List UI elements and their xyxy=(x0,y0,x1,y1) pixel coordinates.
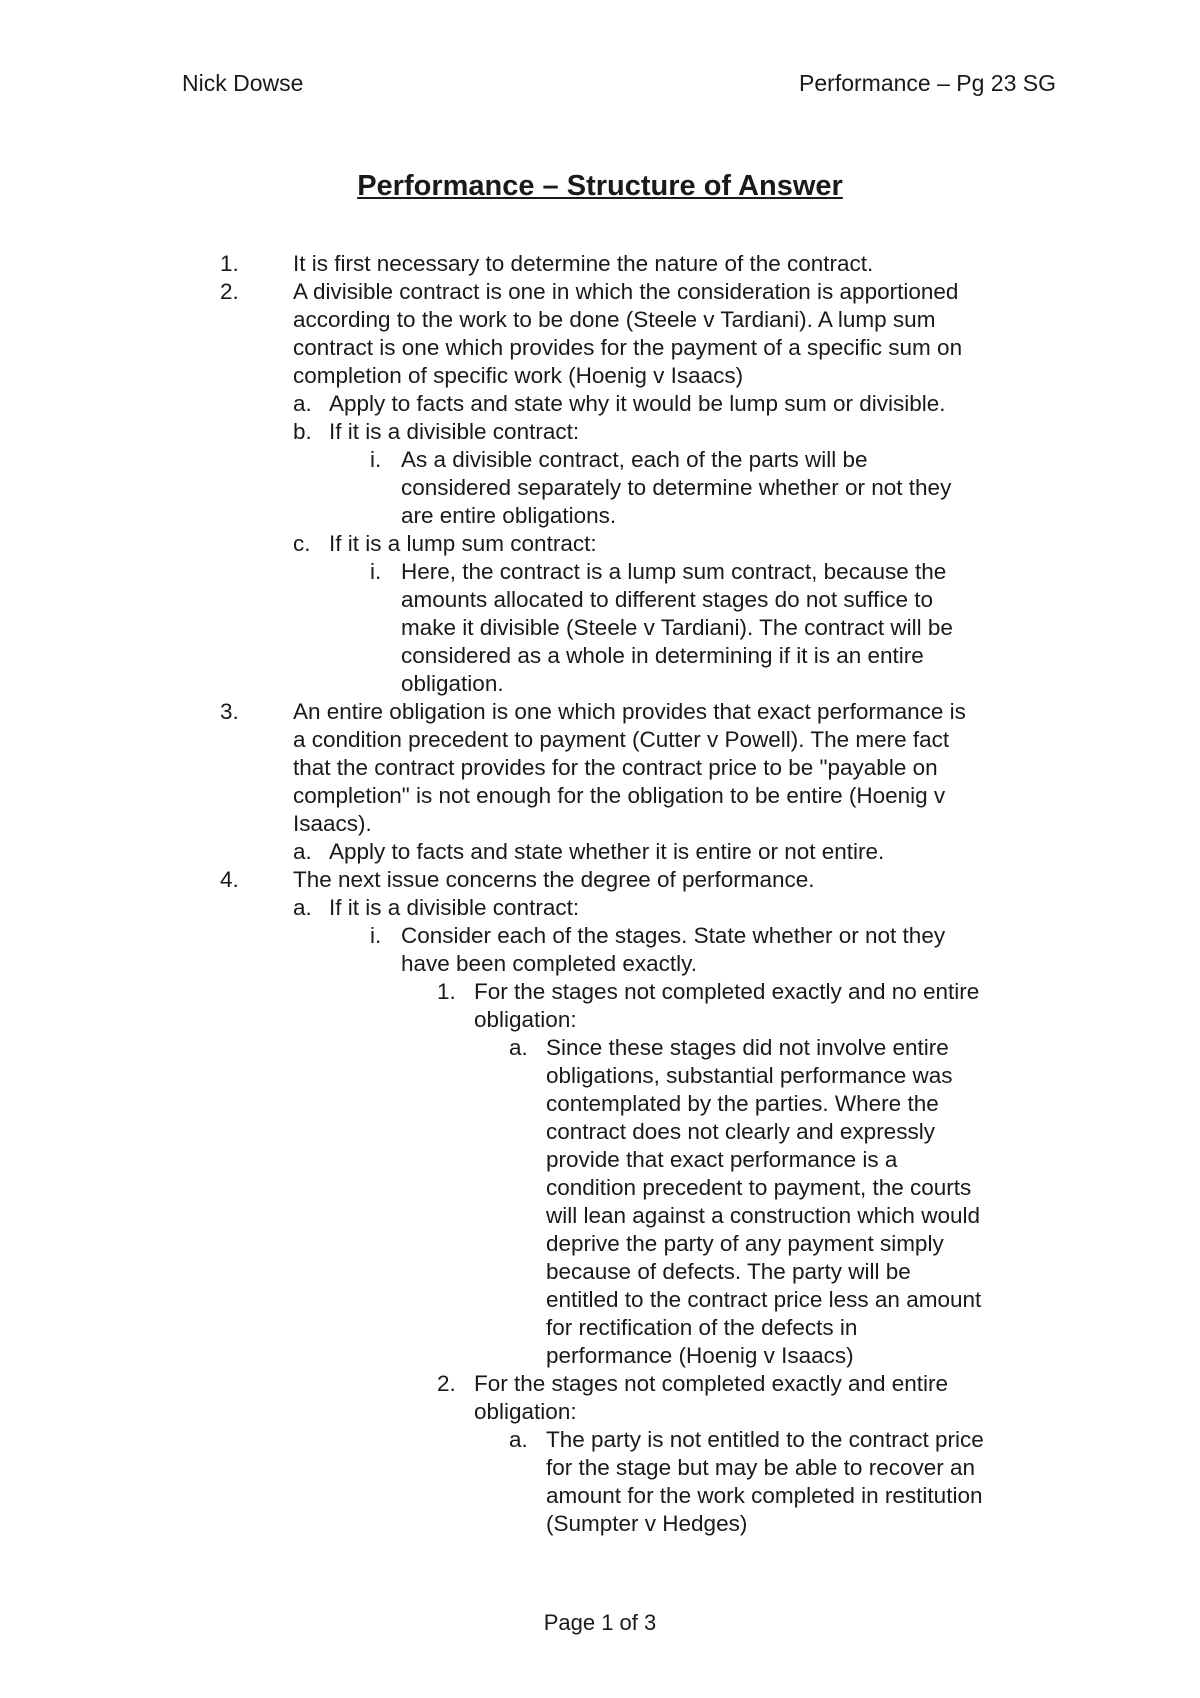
body-text-line: Since these stages did not involve entire xyxy=(546,1035,949,1060)
body-text-line: deprive the party of any payment simply xyxy=(546,1231,944,1256)
body-text-line: (Sumpter v Hedges) xyxy=(546,1511,748,1536)
list-marker: b. xyxy=(293,419,312,444)
body-text-line: according to the work to be done (Steele v Tardiani). A lump sum xyxy=(293,307,936,332)
body-text-line: have been completed exactly. xyxy=(401,951,698,976)
document-title: Performance – Structure of Answer xyxy=(357,170,843,202)
body-text-line: obligation: xyxy=(474,1399,577,1424)
body-text-line: amounts allocated to different stages do not suffice to xyxy=(401,587,934,612)
body-text-line: The next issue concerns the degree of performance. xyxy=(293,867,815,892)
body-text-line: for the stage but may be able to recover an xyxy=(546,1455,976,1480)
body-text-line: will lean against a construction which would xyxy=(546,1203,980,1228)
list-marker: c. xyxy=(293,531,311,556)
body-text-line: amount for the work completed in restitution xyxy=(546,1483,983,1508)
body-text-line: obligations, substantial performance was xyxy=(546,1063,953,1088)
list-marker: 4. xyxy=(220,867,239,892)
body-text-line: because of defects. The party will be xyxy=(546,1259,911,1284)
body-text-line: contract is one which provides for the payment of a specific sum on xyxy=(293,335,963,360)
page-footer: Page 1 of 3 xyxy=(543,1610,657,1635)
list-marker: i. xyxy=(370,923,382,948)
body-text-line: As a divisible contract, each of the parts will be xyxy=(401,447,868,472)
body-text-line: contract does not clearly and expressly xyxy=(546,1119,935,1144)
body-text-line: entitled to the contract price less an amount xyxy=(546,1287,982,1312)
list-marker: a. xyxy=(293,391,312,416)
list-marker: 3. xyxy=(220,699,239,724)
body-text-line: If it is a lump sum contract: xyxy=(329,531,597,556)
body-text-line: The party is not entitled to the contract price xyxy=(546,1427,984,1452)
body-text-line: Consider each of the stages. State whether or not they xyxy=(401,923,946,948)
list-marker: 2. xyxy=(437,1371,456,1396)
body-text-line: completion of specific work (Hoenig v Isaacs) xyxy=(293,363,744,388)
body-text-line: that the contract provides for the contract price to be "payable on xyxy=(293,755,938,780)
body-text-line: obligation. xyxy=(401,671,504,696)
list-marker: a. xyxy=(293,839,312,864)
body-text-line: for rectification of the defects in xyxy=(546,1315,858,1340)
list-marker: i. xyxy=(370,447,382,472)
body-text-line: a condition precedent to payment (Cutter v Powell). The mere fact xyxy=(293,727,950,752)
body-text-line: considered as a whole in determining if it is an entire xyxy=(401,643,924,668)
body-text-line: provide that exact performance is a xyxy=(546,1147,898,1172)
list-marker: i. xyxy=(370,559,382,584)
body-text-line: are entire obligations. xyxy=(401,503,617,528)
body-text-line: If it is a divisible contract: xyxy=(329,895,580,920)
body-text-line: For the stages not completed exactly and no entire xyxy=(474,979,980,1004)
body-text-line: performance (Hoenig v Isaacs) xyxy=(546,1343,854,1368)
list-marker: 2. xyxy=(220,279,239,304)
list-marker: a. xyxy=(293,895,312,920)
body-text-line: completion" is not enough for the obligation to be entire (Hoenig v xyxy=(293,783,946,808)
list-marker: a. xyxy=(509,1035,528,1060)
list-marker: 1. xyxy=(220,251,239,276)
header-author: Nick Dowse xyxy=(182,70,304,96)
body-text-line: For the stages not completed exactly and entire xyxy=(474,1371,949,1396)
body-text-line: contemplated by the parties. Where the xyxy=(546,1091,939,1116)
header-page-reference: Performance – Pg 23 SG xyxy=(799,70,1056,96)
body-text-line: considered separately to determine whether or not they xyxy=(401,475,952,500)
body-text-line: Here, the contract is a lump sum contract, because the xyxy=(401,559,947,584)
body-text-line: condition precedent to payment, the courts xyxy=(546,1175,972,1200)
list-marker: a. xyxy=(509,1427,528,1452)
body-text-line: obligation: xyxy=(474,1007,577,1032)
body-text-line: make it divisible (Steele v Tardiani). The contract will be xyxy=(401,615,953,640)
body-text-line: If it is a divisible contract: xyxy=(329,419,580,444)
body-text-line: Apply to facts and state whether it is entire or not entire. xyxy=(329,839,885,864)
body-text-line: An entire obligation is one which provides that exact performance is xyxy=(293,699,966,724)
body-text-line: Apply to facts and state why it would be lump sum or divisible. xyxy=(329,391,946,416)
body-text-line: It is first necessary to determine the nature of the contract. xyxy=(293,251,874,276)
body-text-line: A divisible contract is one in which the consideration is apportioned xyxy=(293,279,959,304)
list-marker: 1. xyxy=(437,979,456,1004)
body-text-line: Isaacs). xyxy=(293,811,372,836)
